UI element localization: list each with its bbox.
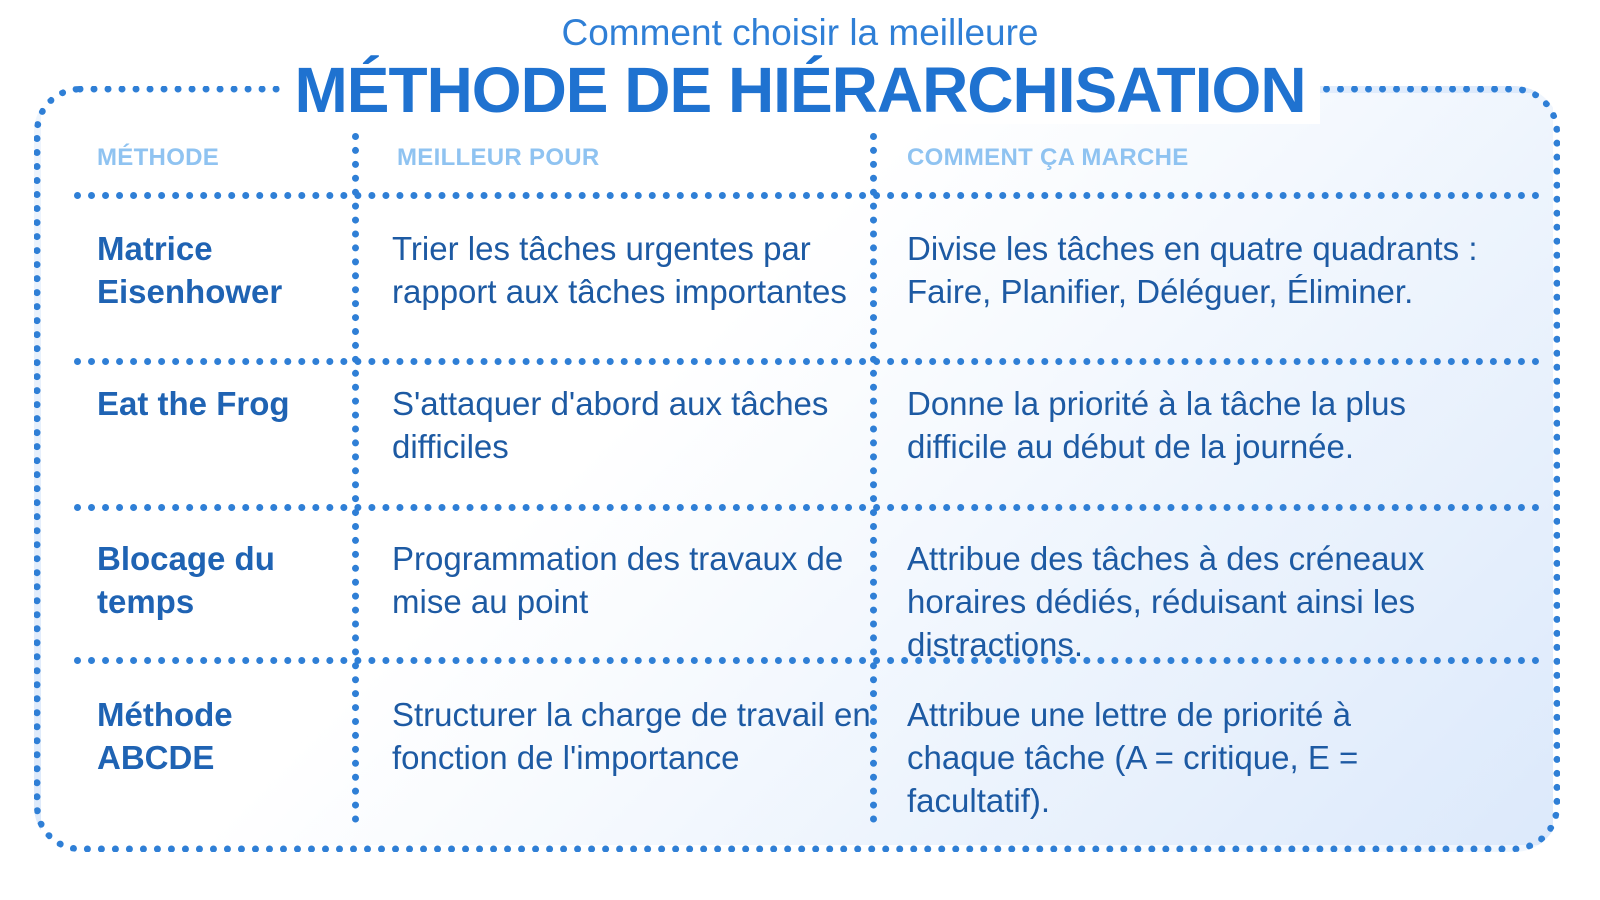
row-4-method: Méthode ABCDE xyxy=(97,696,233,776)
row-2-method: Eat the Frog xyxy=(97,385,290,422)
row-3-method: Blocage du temps xyxy=(97,540,275,620)
row-divider-2 xyxy=(74,504,1540,511)
page-title: MÉTHODE DE HIÉRARCHISATION xyxy=(280,56,1319,124)
row-3-how: Attribue des tâches à des créneaux horaires dédiés, réduisant ainsi les distractions. xyxy=(907,540,1425,663)
row-1-how: Divise les tâches en quatre quadrants : Faire, Planifier, Déléguer, Éliminer. xyxy=(907,230,1478,310)
row-4-best-for: Structurer la charge de travail en fonction de l'importance xyxy=(392,696,871,776)
row-divider-header xyxy=(74,192,1540,199)
column-header-best-for: MEILLEUR POUR xyxy=(397,144,600,171)
column-divider-1 xyxy=(352,133,359,823)
row-divider-1 xyxy=(74,358,1540,365)
row-1-best-for: Trier les tâches urgentes par rapport aux tâches importantes xyxy=(392,230,847,310)
subtitle: Comment choisir la meilleure xyxy=(561,12,1039,53)
row-1-method: Matrice Eisenhower xyxy=(97,230,283,310)
row-3-best-for: Programmation des travaux de mise au point xyxy=(392,540,844,620)
row-2-how: Donne la priorité à la tâche la plus difficile au début de la journée. xyxy=(907,385,1406,465)
column-header-how: COMMENT ÇA MARCHE xyxy=(907,144,1189,171)
row-2-best-for: S'attaquer d'abord aux tâches difficiles xyxy=(392,385,829,465)
column-header-method: MÉTHODE xyxy=(97,144,220,171)
header xyxy=(0,10,1600,124)
row-4-how: Attribue une lettre de priorité à chaque tâche (A = critique, E = facultatif). xyxy=(907,696,1359,819)
